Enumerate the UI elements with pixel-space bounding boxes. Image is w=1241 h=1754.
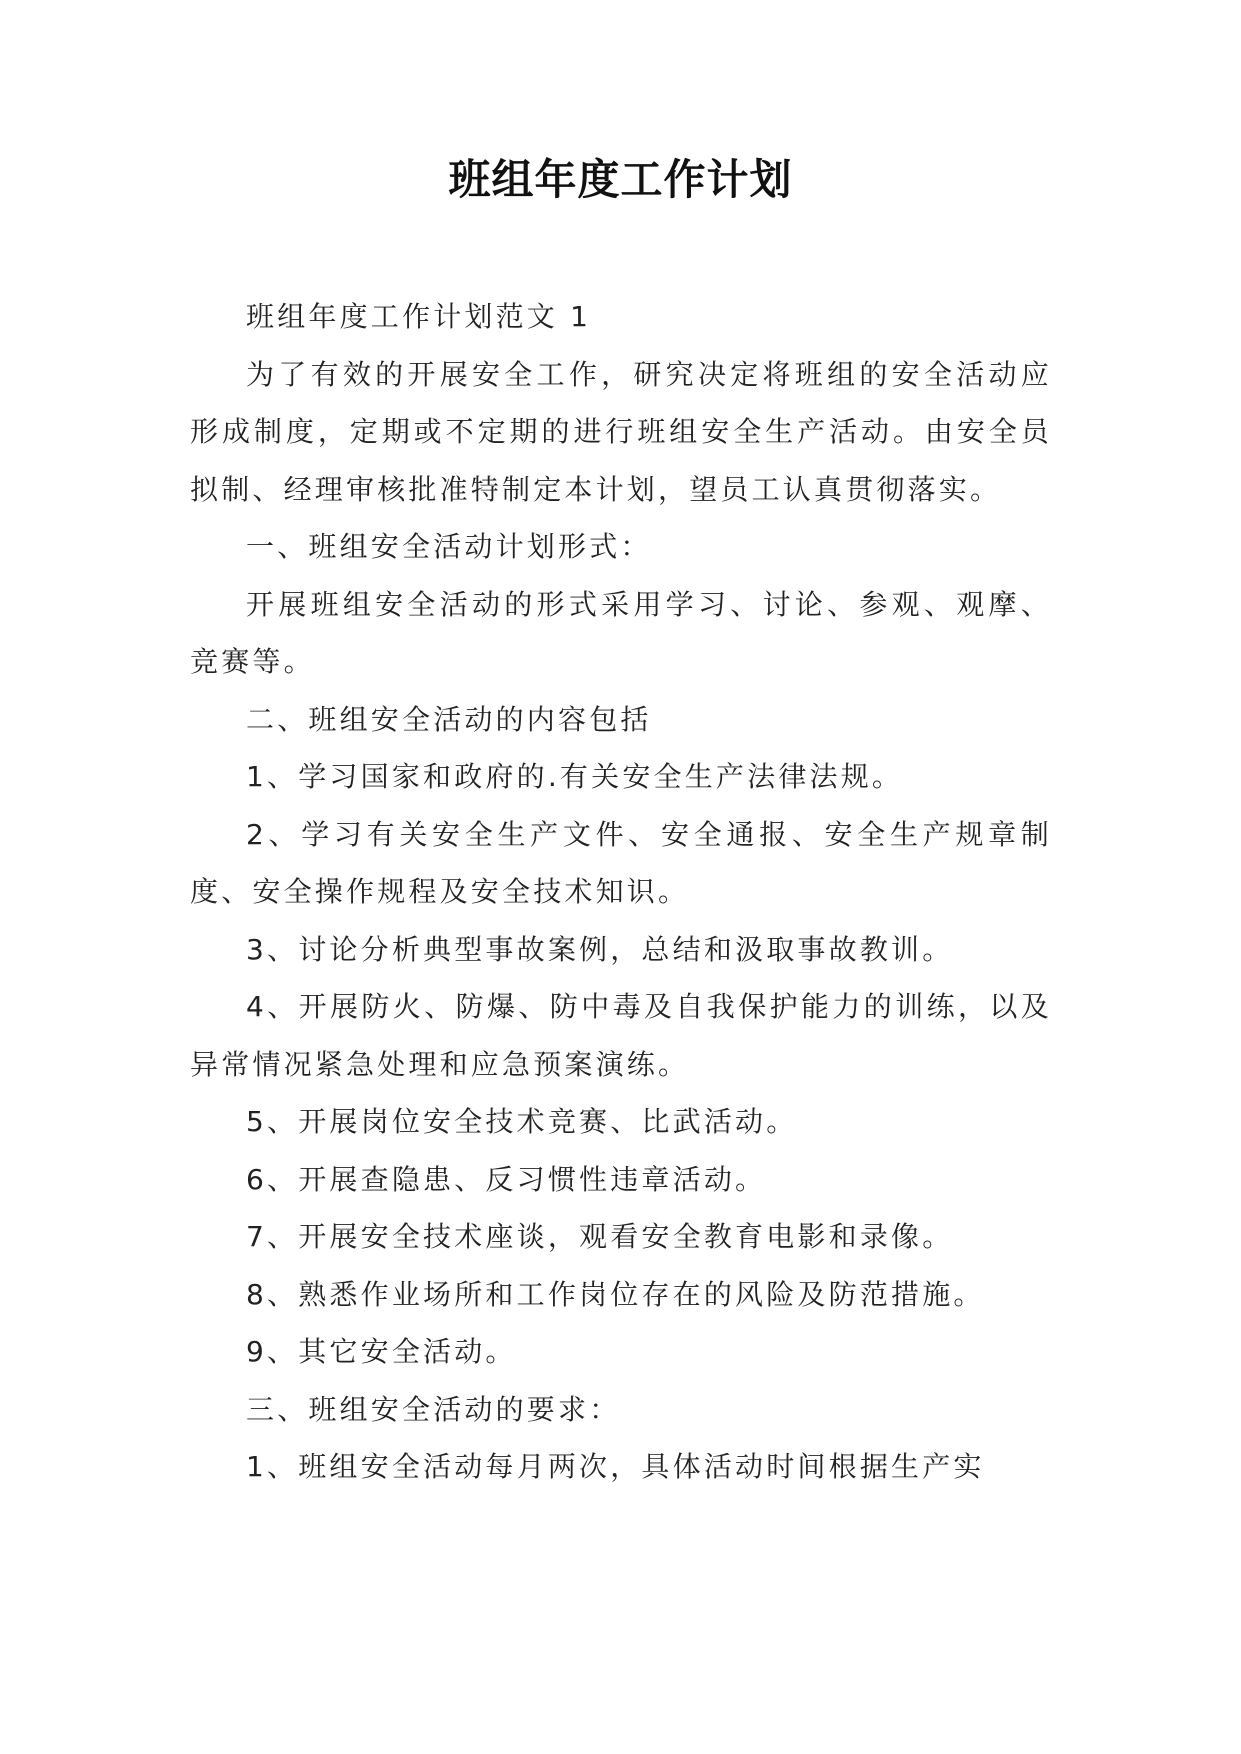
section-heading-1: 一、班组安全活动计划形式： <box>246 530 652 563</box>
document-title: 班组年度工作计划 <box>448 155 793 204</box>
list-item-3: 3、讨论分析典型事故案例，总结和汲取事故教训。 <box>246 932 954 966</box>
section-heading-2: 二、班组安全活动的内容包括 <box>246 702 652 736</box>
list-item-6: 6、开展查隐患、反习惯性违章活动。 <box>246 1162 767 1196</box>
list-item-8: 8、熟悉作业场所和工作岗位存在的风险及防范措施。 <box>246 1277 985 1311</box>
list-item-5: 5、开展岗位安全技术竞赛、比武活动。 <box>246 1105 798 1138</box>
document-body <box>190 288 1052 1496</box>
section-heading-3: 三、班组安全活动的要求： <box>246 1392 621 1426</box>
requirement-item-1: 1、班组安全活动每月两次，具体活动时间根据生产实 <box>246 1450 985 1483</box>
paragraph-form: 开展班组安全活动的形式采用学习、讨论、参观、观摩、竞赛等。 <box>190 587 1052 678</box>
list-item-7: 7、开展安全技术座谈，观看安全教育电影和录像。 <box>246 1220 954 1253</box>
list-item-9: 9、其它安全活动。 <box>246 1335 517 1368</box>
list-item-1: 1、学习国家和政府的.有关安全生产法律法规。 <box>246 760 904 793</box>
paragraph-intro: 为了有效的开展安全工作，研究决定将班组的安全活动应形成制度，定期或不定期的进行班组安全生产活动。由安全员拟制、经理审核批准特制定本计划，望员工认真贯彻落实。 <box>190 357 1052 506</box>
list-item-2: 2、学习有关安全生产文件、安全通报、安全生产规章制度、安全操作规程及安全技术知识。 <box>190 817 1052 908</box>
paragraph-subtitle: 班组年度工作计划范文 1 <box>246 300 592 333</box>
list-item-4: 4、开展防火、防爆、防中毒及自我保护能力的训练，以及异常情况紧急处理和应急预案演练。 <box>190 990 1052 1081</box>
